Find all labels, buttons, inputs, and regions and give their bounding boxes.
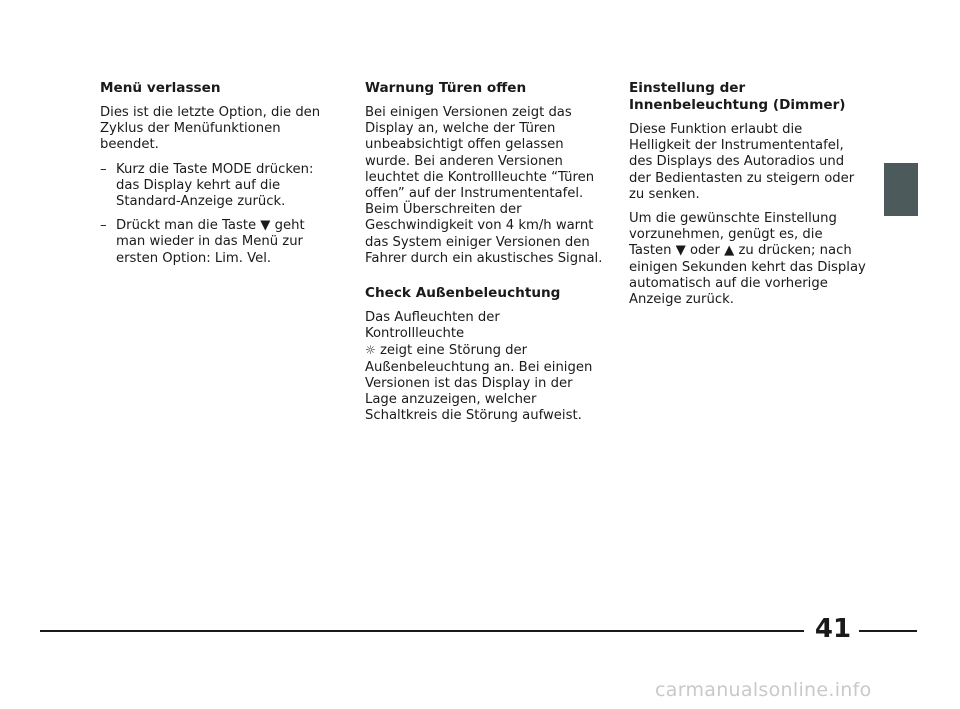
paragraph-part-a: Das Aufleuchten der Kontrollleuchte — [365, 310, 500, 342]
column-1 — [100, 80, 338, 275]
list-item: – Drückt man die Taste ▼ geht man wieder in das Menü zur ersten Option: Lim. Vel. — [100, 218, 338, 267]
exterior-lamp-icon: ☼ — [365, 343, 376, 358]
heading-warnung-tueren: Warnung Türen offen — [365, 80, 527, 96]
dash-list — [100, 162, 338, 267]
heading-check-aussenbeleuchtung: Check Außenbeleuchtung — [365, 285, 561, 302]
watermark: carmanualsonline.info — [655, 679, 872, 701]
paragraph-innenbeleuchtung-2: Um die gewünschte Einstellung vorzunehmen, genügt es, die Tasten ▼ oder ▲ zu drücken; nach einigen Sekunden kehrt das Display automatisch auf die vorherige Anzeige zurück. — [629, 211, 866, 308]
column-2 — [365, 80, 603, 432]
paragraph-menu-verlassen: Dies ist die letzte Option, die den Zyklus der Menüfunktionen beendet. — [100, 105, 321, 153]
footer-rule-right — [859, 630, 917, 632]
paragraph-part-b: zeigt eine Störung der Außenbeleuchtung an. Bei einigen Versionen ist das Display in der Lage anzuzeigen, welcher Schaltkreis die Störung aufweist. — [365, 343, 593, 424]
column-3 — [629, 80, 867, 316]
page-number: 41 — [814, 614, 852, 644]
heading-innenbeleuchtung: Einstellung der Innenbeleuchtung (Dimmer) — [629, 80, 846, 113]
section-tab-marker — [884, 163, 918, 216]
paragraph-check-aussenbeleuchtung — [365, 310, 603, 424]
list-item: – Kurz die Taste MODE drücken: das Display kehrt auf die Standard-Anzeige zurück. — [100, 162, 338, 211]
paragraph-innenbeleuchtung-1: Diese Funktion erlaubt die Helligkeit der Instrumententafel, des Displays des Autoradios und der Bedientasten zu steigern oder zu senken. — [629, 122, 855, 202]
paragraph-warnung-tueren: Bei einigen Versionen zeigt das Display an, welche der Türen unbeabsichtigt offen gelassen wurde. Bei anderen Versionen leuchtet die Kontrollleuchte “Türen offen” auf der Instrumententafel. Beim Überschreiten der Geschwindigkeit von 4 km/h warnt das System einiger Versionen den Fahrer durch ein akustisches Signal. — [365, 105, 603, 266]
heading-menu-verlassen: Menü verlassen — [100, 80, 221, 96]
footer-rule-left — [40, 630, 804, 632]
